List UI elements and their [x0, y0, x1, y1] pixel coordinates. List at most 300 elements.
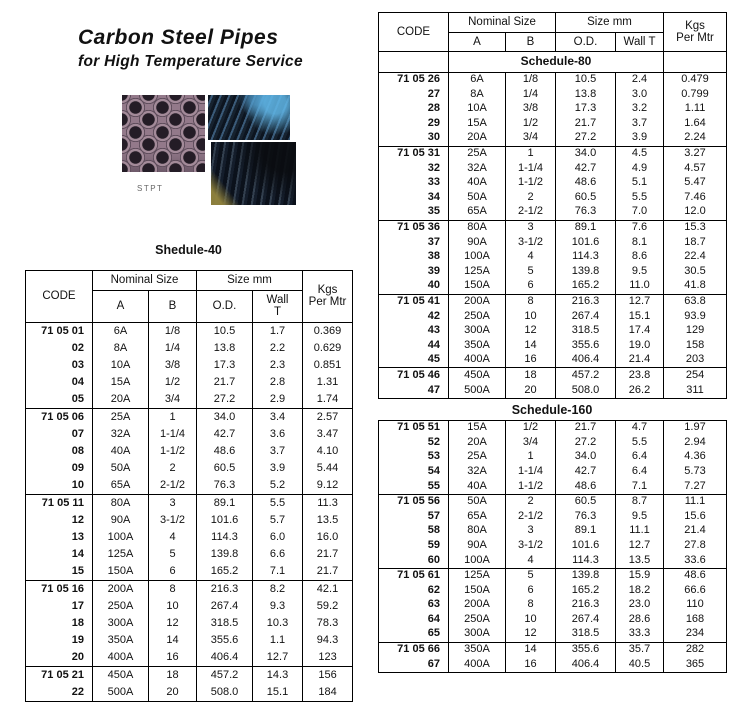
- cell-wall-t: 33.3: [616, 627, 664, 642]
- cell-kgs: 66.6: [664, 583, 727, 598]
- cell-code: 38: [379, 250, 449, 265]
- cell-nominal-a: 6A: [449, 72, 506, 87]
- cell-od: 101.6: [556, 538, 616, 553]
- table-row: [26, 340, 353, 357]
- cell-nominal-a: 400A: [449, 657, 506, 672]
- cell-code: 14: [26, 546, 93, 563]
- cell-nominal-a: 50A: [449, 190, 506, 205]
- cell-nominal-a: 40A: [449, 176, 506, 191]
- cell-od: 60.5: [556, 190, 616, 205]
- cell-nominal-b: 2: [506, 494, 556, 509]
- cell-wall-t: 3.4: [253, 408, 303, 426]
- cell-wall-t: 23.8: [616, 368, 664, 383]
- cell-wall-t: 4.7: [616, 420, 664, 435]
- cell-od: 267.4: [556, 612, 616, 627]
- table-row: [26, 494, 353, 512]
- cell-nominal-a: 300A: [449, 324, 506, 339]
- cell-wall-t: 5.1: [616, 176, 664, 191]
- cell-nominal-b: 3/4: [149, 391, 197, 409]
- table-row: [379, 146, 727, 161]
- table-row: [26, 391, 353, 409]
- cell-nominal-a: 350A: [449, 338, 506, 353]
- cell-od: 42.7: [556, 161, 616, 176]
- table-row: [379, 338, 727, 353]
- cell-nominal-b: 10: [506, 612, 556, 627]
- cell-code: 67: [379, 657, 449, 672]
- cell-wall-t: 7.1: [616, 479, 664, 494]
- cell-code: 29: [379, 116, 449, 131]
- cell-code: 45: [379, 353, 449, 368]
- cell-nominal-a: 15A: [93, 374, 149, 391]
- cell-od: 27.2: [556, 131, 616, 146]
- table-row: [379, 205, 727, 220]
- cell-kgs: 21.4: [664, 524, 727, 539]
- header-wall-t: [253, 290, 303, 322]
- cell-kgs: 93.9: [664, 309, 727, 324]
- cell-kgs: 21.7: [303, 546, 353, 563]
- schedule-40-body: [26, 322, 353, 701]
- cell-od: 355.6: [556, 642, 616, 657]
- cell-kgs: 5.44: [303, 460, 353, 477]
- cell-od: 508.0: [197, 684, 253, 702]
- cell-od: 42.7: [556, 464, 616, 479]
- header-nominal-a: A: [93, 290, 149, 322]
- table-row: [379, 87, 727, 102]
- table-row: [379, 583, 727, 598]
- cell-od: 48.6: [556, 176, 616, 191]
- table-row: [379, 553, 727, 568]
- cell-od: 21.7: [556, 420, 616, 435]
- cell-code: 04: [26, 374, 93, 391]
- schedule-40-header: [26, 271, 353, 323]
- cell-wall-t: 23.0: [616, 598, 664, 613]
- header-nominal-size: Nominal Size: [449, 13, 556, 33]
- cell-nominal-a: 450A: [93, 666, 149, 684]
- cell-code: 02: [26, 340, 93, 357]
- cell-code: 71 05 51: [379, 420, 449, 435]
- cell-wall-t: 3.7: [616, 116, 664, 131]
- header-od: O.D.: [197, 290, 253, 322]
- cell-code: 09: [26, 460, 93, 477]
- cell-nominal-a: 32A: [93, 426, 149, 443]
- table-row: [26, 529, 353, 546]
- cell-nominal-b: 3: [506, 524, 556, 539]
- cell-nominal-b: 1/4: [506, 87, 556, 102]
- cell-nominal-a: 8A: [449, 87, 506, 102]
- cell-od: 216.3: [197, 580, 253, 598]
- table-row: [379, 494, 727, 509]
- title-line-2: for High Temperature Service: [78, 53, 303, 70]
- band-right-cell: [664, 52, 727, 73]
- cell-nominal-b: 12: [506, 627, 556, 642]
- cell-nominal-a: 300A: [93, 615, 149, 632]
- cell-nominal-a: 25A: [449, 146, 506, 161]
- cell-code: 71 05 36: [379, 220, 449, 235]
- product-photos: [120, 93, 302, 211]
- cell-wall-t: 3.0: [616, 87, 664, 102]
- cell-nominal-b: 1-1/4: [149, 426, 197, 443]
- cell-nominal-a: 100A: [449, 250, 506, 265]
- table-row: [379, 72, 727, 87]
- cell-wall-t: 9.3: [253, 598, 303, 615]
- cell-kgs: 158: [664, 338, 727, 353]
- cell-od: 165.2: [556, 583, 616, 598]
- cell-nominal-a: 300A: [449, 627, 506, 642]
- cell-nominal-a: 8A: [93, 340, 149, 357]
- cell-wall-t: 17.4: [616, 324, 664, 339]
- header-kgs-line2: Per Mtr: [676, 32, 714, 44]
- cell-code: 71 05 21: [26, 666, 93, 684]
- table-row: [26, 649, 353, 667]
- cell-wall-t: 5.5: [253, 494, 303, 512]
- cell-code: 34: [379, 190, 449, 205]
- table-row: [379, 383, 727, 398]
- cell-code: 55: [379, 479, 449, 494]
- cell-code: 28: [379, 102, 449, 117]
- cell-kgs: 123: [303, 649, 353, 667]
- cell-od: 34.0: [197, 408, 253, 426]
- cell-wall-t: 8.7: [616, 494, 664, 509]
- cell-wall-t: 7.6: [616, 220, 664, 235]
- cell-kgs: 13.5: [303, 512, 353, 529]
- cell-od: 457.2: [556, 368, 616, 383]
- header-wall-line2: T: [273, 306, 282, 318]
- cell-nominal-b: 4: [506, 250, 556, 265]
- cell-wall-t: 10.3: [253, 615, 303, 632]
- table-row: [379, 102, 727, 117]
- table-row: [26, 580, 353, 598]
- table-row: [379, 598, 727, 613]
- cell-nominal-a: 250A: [449, 612, 506, 627]
- cell-od: 139.8: [556, 568, 616, 583]
- cell-wall-t: 5.2: [253, 477, 303, 495]
- cell-od: 318.5: [197, 615, 253, 632]
- table-row: [379, 190, 727, 205]
- cell-code: 39: [379, 264, 449, 279]
- cell-kgs: 42.1: [303, 580, 353, 598]
- table-row: [26, 666, 353, 684]
- cell-code: 03: [26, 357, 93, 374]
- cell-nominal-a: 500A: [449, 383, 506, 398]
- cell-wall-t: 5.5: [616, 190, 664, 205]
- table-row: [379, 509, 727, 524]
- cell-kgs: 7.46: [664, 190, 727, 205]
- table-row: [379, 627, 727, 642]
- table-row: [26, 615, 353, 632]
- cell-code: 35: [379, 205, 449, 220]
- cell-kgs: 21.7: [303, 563, 353, 581]
- cell-kgs: 18.7: [664, 235, 727, 250]
- cell-wall-t: 26.2: [616, 383, 664, 398]
- cell-nominal-b: 6: [506, 279, 556, 294]
- cell-nominal-b: 1: [506, 450, 556, 465]
- cell-wall-t: 12.7: [616, 538, 664, 553]
- cell-nominal-b: 1-1/4: [506, 464, 556, 479]
- table-row: [379, 368, 727, 383]
- cell-kgs: 1.11: [664, 102, 727, 117]
- cell-kgs: 156: [303, 666, 353, 684]
- cell-kgs: 110: [664, 598, 727, 613]
- table-row: [379, 294, 727, 309]
- cell-nominal-b: 16: [506, 353, 556, 368]
- cell-nominal-b: 12: [149, 615, 197, 632]
- cell-nominal-b: 18: [506, 368, 556, 383]
- table-row: [379, 464, 727, 479]
- cell-wall-t: 7.1: [253, 563, 303, 581]
- cell-nominal-a: 200A: [93, 580, 149, 598]
- cell-code: 30: [379, 131, 449, 146]
- cell-nominal-b: 18: [149, 666, 197, 684]
- cell-kgs: 282: [664, 642, 727, 657]
- cell-wall-t: 8.1: [616, 235, 664, 250]
- cell-nominal-b: 5: [506, 568, 556, 583]
- cell-nominal-b: 3/4: [506, 131, 556, 146]
- cell-nominal-b: 1/8: [506, 72, 556, 87]
- table-row: [26, 322, 353, 340]
- cell-code: 15: [26, 563, 93, 581]
- cell-kgs: 1.31: [303, 374, 353, 391]
- cell-wall-t: 15.1: [616, 309, 664, 324]
- cell-od: 318.5: [556, 627, 616, 642]
- table-row: [379, 235, 727, 250]
- cell-kgs: 4.36: [664, 450, 727, 465]
- cell-od: 48.6: [556, 479, 616, 494]
- cell-wall-t: 19.0: [616, 338, 664, 353]
- cell-nominal-a: 80A: [449, 220, 506, 235]
- cell-nominal-b: 1/2: [506, 116, 556, 131]
- cell-nominal-b: 3/4: [506, 435, 556, 450]
- cell-nominal-b: 2: [149, 460, 197, 477]
- cell-nominal-a: 25A: [93, 408, 149, 426]
- band-left-cell: [379, 52, 449, 73]
- cell-nominal-b: 12: [506, 324, 556, 339]
- cell-kgs: 5.73: [664, 464, 727, 479]
- cell-od: 216.3: [556, 598, 616, 613]
- cell-kgs: 7.27: [664, 479, 727, 494]
- schedule-160-body: [379, 420, 727, 672]
- table-row: [379, 524, 727, 539]
- cell-code: 20: [26, 649, 93, 667]
- table-row: [379, 176, 727, 191]
- cell-wall-t: 3.9: [616, 131, 664, 146]
- table-row: [379, 279, 727, 294]
- cell-nominal-b: 20: [506, 383, 556, 398]
- cell-od: 10.5: [556, 72, 616, 87]
- cell-wall-t: 1.1: [253, 632, 303, 649]
- cell-code: 62: [379, 583, 449, 598]
- cell-wall-t: 12.7: [616, 294, 664, 309]
- cell-nominal-b: 3-1/2: [506, 538, 556, 553]
- cell-nominal-b: 16: [149, 649, 197, 667]
- cell-od: 165.2: [556, 279, 616, 294]
- cell-nominal-a: 65A: [93, 477, 149, 495]
- cell-nominal-a: 125A: [449, 264, 506, 279]
- cell-kgs: 48.6: [664, 568, 727, 583]
- cell-nominal-b: 8: [506, 598, 556, 613]
- cell-nominal-a: 65A: [449, 509, 506, 524]
- cell-nominal-a: 90A: [93, 512, 149, 529]
- cell-od: 60.5: [197, 460, 253, 477]
- header-od: O.D.: [556, 32, 616, 52]
- table-row: [26, 632, 353, 649]
- cell-nominal-a: 500A: [93, 684, 149, 702]
- table-row: [379, 131, 727, 146]
- cell-nominal-b: 2-1/2: [506, 509, 556, 524]
- cell-od: 318.5: [556, 324, 616, 339]
- table-row: [379, 324, 727, 339]
- cell-wall-t: 3.2: [616, 102, 664, 117]
- cell-wall-t: 9.5: [616, 264, 664, 279]
- right-column: [378, 12, 726, 673]
- table-row: [26, 426, 353, 443]
- cell-wall-t: 2.4: [616, 72, 664, 87]
- cell-od: 48.6: [197, 443, 253, 460]
- cell-wall-t: 5.7: [253, 512, 303, 529]
- cell-nominal-a: 15A: [449, 420, 506, 435]
- cell-code: 71 05 26: [379, 72, 449, 87]
- cell-kgs: 2.24: [664, 131, 727, 146]
- cell-nominal-a: 80A: [93, 494, 149, 512]
- cell-nominal-a: 90A: [449, 235, 506, 250]
- cell-wall-t: 11.0: [616, 279, 664, 294]
- cell-code: 65: [379, 627, 449, 642]
- cell-code: 19: [26, 632, 93, 649]
- cell-nominal-a: 400A: [93, 649, 149, 667]
- cell-kgs: 0.479: [664, 72, 727, 87]
- cell-od: 60.5: [556, 494, 616, 509]
- cell-code: 60: [379, 553, 449, 568]
- cell-od: 508.0: [556, 383, 616, 398]
- cell-od: 355.6: [556, 338, 616, 353]
- table-row: [26, 512, 353, 529]
- cell-nominal-b: 16: [506, 657, 556, 672]
- cell-kgs: 15.3: [664, 220, 727, 235]
- cell-nominal-b: 3/8: [506, 102, 556, 117]
- cell-wall-t: 5.5: [616, 435, 664, 450]
- cell-kgs: 1.97: [664, 420, 727, 435]
- cell-kgs: 59.2: [303, 598, 353, 615]
- cell-nominal-b: 4: [149, 529, 197, 546]
- header-nominal-a: A: [449, 32, 506, 52]
- table-row: [26, 443, 353, 460]
- cell-od: 27.2: [556, 435, 616, 450]
- cell-code: 59: [379, 538, 449, 553]
- cell-nominal-b: 3/8: [149, 357, 197, 374]
- table-row: [379, 479, 727, 494]
- table-row: [379, 353, 727, 368]
- schedule-160-label: Schedule-160: [511, 402, 593, 417]
- cell-kgs: 16.0: [303, 529, 353, 546]
- cell-od: 17.3: [197, 357, 253, 374]
- cell-nominal-a: 50A: [449, 494, 506, 509]
- cell-kgs: 234: [664, 627, 727, 642]
- header-kgs-line1: Kgs: [685, 19, 705, 32]
- cell-code: 37: [379, 235, 449, 250]
- cell-code: 54: [379, 464, 449, 479]
- cell-nominal-b: 1: [506, 146, 556, 161]
- schedule-40-table: [25, 270, 353, 702]
- cell-nominal-b: 2-1/2: [149, 477, 197, 495]
- cell-nominal-a: 80A: [449, 524, 506, 539]
- cell-nominal-b: 1: [149, 408, 197, 426]
- cell-kgs: 0.851: [303, 357, 353, 374]
- table-row: [26, 546, 353, 563]
- cell-nominal-b: 1/2: [506, 420, 556, 435]
- table-row: [379, 642, 727, 657]
- table-row: [26, 374, 353, 391]
- cell-wall-t: 35.7: [616, 642, 664, 657]
- cell-od: 267.4: [197, 598, 253, 615]
- table-row: [379, 657, 727, 672]
- cell-code: 71 05 56: [379, 494, 449, 509]
- cell-kgs: 3.27: [664, 146, 727, 161]
- cell-od: 89.1: [556, 524, 616, 539]
- cell-code: 27: [379, 87, 449, 102]
- cell-code: 47: [379, 383, 449, 398]
- cell-kgs: 4.10: [303, 443, 353, 460]
- header-kgs-per-mtr: [664, 13, 727, 52]
- cell-nominal-b: 3: [149, 494, 197, 512]
- header-wall-t: Wall T: [616, 32, 664, 52]
- cell-code: 71 05 06: [26, 408, 93, 426]
- cell-code: 71 05 01: [26, 322, 93, 340]
- table-row: [379, 309, 727, 324]
- cell-nominal-b: 5: [149, 546, 197, 563]
- cell-wall-t: 1.7: [253, 322, 303, 340]
- cell-code: 18: [26, 615, 93, 632]
- cell-code: 71 05 41: [379, 294, 449, 309]
- cell-code: 10: [26, 477, 93, 495]
- cell-kgs: 1.74: [303, 391, 353, 409]
- cell-nominal-a: 50A: [93, 460, 149, 477]
- cell-code: 58: [379, 524, 449, 539]
- cell-od: 114.3: [197, 529, 253, 546]
- cell-code: 22: [26, 684, 93, 702]
- cell-nominal-a: 32A: [449, 161, 506, 176]
- cell-wall-t: 6.4: [616, 450, 664, 465]
- header-nominal-b: B: [506, 32, 556, 52]
- cell-nominal-b: 6: [149, 563, 197, 581]
- cell-nominal-b: 2: [506, 190, 556, 205]
- cell-code: 43: [379, 324, 449, 339]
- table-row: [379, 435, 727, 450]
- cell-od: 27.2: [197, 391, 253, 409]
- cell-wall-t: 7.0: [616, 205, 664, 220]
- cell-nominal-b: 1-1/2: [506, 176, 556, 191]
- cell-kgs: 0.629: [303, 340, 353, 357]
- cell-wall-t: 3.7: [253, 443, 303, 460]
- cell-wall-t: 9.5: [616, 509, 664, 524]
- cell-kgs: 94.3: [303, 632, 353, 649]
- table-row: [26, 598, 353, 615]
- cell-nominal-a: 150A: [449, 583, 506, 598]
- cell-kgs: 3.47: [303, 426, 353, 443]
- schedule-80-table: [378, 12, 727, 399]
- cell-code: 13: [26, 529, 93, 546]
- header-kgs-line1: Kgs: [317, 283, 338, 296]
- cell-kgs: 22.4: [664, 250, 727, 265]
- cell-code: 71 05 46: [379, 368, 449, 383]
- cell-od: 406.4: [197, 649, 253, 667]
- cell-kgs: 168: [664, 612, 727, 627]
- cell-kgs: 2.57: [303, 408, 353, 426]
- cell-od: 114.3: [556, 250, 616, 265]
- cell-kgs: 11.3: [303, 494, 353, 512]
- cell-nominal-b: 1/2: [149, 374, 197, 391]
- cell-kgs: 27.8: [664, 538, 727, 553]
- cell-kgs: 5.47: [664, 176, 727, 191]
- cell-kgs: 0.369: [303, 322, 353, 340]
